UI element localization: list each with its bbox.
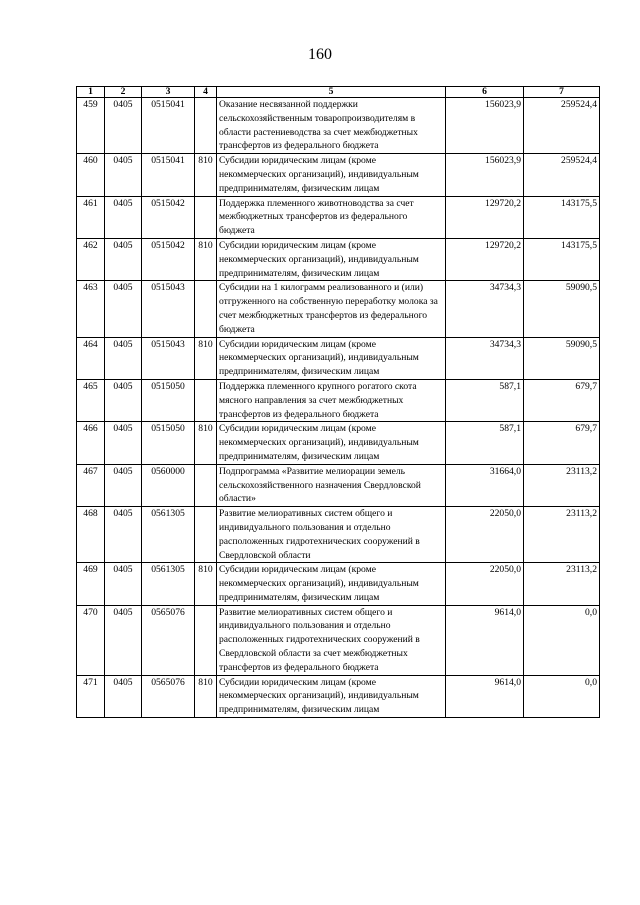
amount-col-6-cell: 34734,3 [446,281,524,337]
expense-type-cell: 810 [195,337,217,379]
expense-type-cell: 810 [195,675,217,717]
amount-col-7-cell: 679,7 [524,422,600,464]
section-code-cell: 0405 [105,422,142,464]
amount-col-6-cell: 9614,0 [446,605,524,675]
target-code-cell: 0515041 [142,98,195,154]
budget-table [76,86,600,718]
target-code-cell: 0565076 [142,675,195,717]
header-col-7: 7 [524,87,600,98]
section-code-cell: 0405 [105,337,142,379]
header-col-1: 1 [77,87,105,98]
description-cell: Субсидии юридическим лицам (кроме некоммерческих организаций), индивидуальным предпринимателям, физическим лицам [217,337,446,379]
expense-type-cell [195,379,217,421]
row-number-cell: 460 [77,154,105,196]
table-row [77,196,600,238]
description-cell: Оказание несвязанной поддержки сельскохозяйственным товаропроизводителям в области растениеводства за счет межбюджетных трансфертов из федерального бюджета [217,98,446,154]
row-number-cell: 470 [77,605,105,675]
expense-type-cell: 810 [195,422,217,464]
target-code-cell: 0515042 [142,196,195,238]
section-code-cell: 0405 [105,605,142,675]
section-code-cell: 0405 [105,563,142,605]
expense-type-cell [195,605,217,675]
section-code-cell: 0405 [105,281,142,337]
amount-col-7-cell: 23113,2 [524,563,600,605]
amount-col-6-cell: 34734,3 [446,337,524,379]
expense-type-cell: 810 [195,238,217,280]
amount-col-7-cell: 259524,4 [524,98,600,154]
expense-type-cell [195,281,217,337]
target-code-cell: 0561305 [142,563,195,605]
expense-type-cell: 810 [195,563,217,605]
amount-col-7-cell: 59090,5 [524,337,600,379]
target-code-cell: 0515043 [142,337,195,379]
row-number-cell: 466 [77,422,105,464]
table-row [77,238,600,280]
section-code-cell: 0405 [105,238,142,280]
row-number-cell: 465 [77,379,105,421]
table-row [77,605,600,675]
header-col-4: 4 [195,87,217,98]
description-cell: Субсидии на 1 килограмм реализованного и (или) отгруженного на собственную переработку молока за счет межбюджетных трансфертов из федерального бюджета [217,281,446,337]
table-row [77,98,600,154]
table-row [77,379,600,421]
description-cell: Субсидии юридическим лицам (кроме некоммерческих организаций), индивидуальным предпринимателям, физическим лицам [217,563,446,605]
row-number-cell: 467 [77,464,105,506]
target-code-cell: 0565076 [142,605,195,675]
expense-type-cell: 810 [195,154,217,196]
target-code-cell: 0560000 [142,464,195,506]
amount-col-6-cell: 156023,9 [446,98,524,154]
amount-col-7-cell: 23113,2 [524,464,600,506]
amount-col-7-cell: 0,0 [524,675,600,717]
description-cell: Поддержка племенного крупного рогатого скота мясного направления за счет межбюджетных трансфертов из федерального бюджета [217,379,446,421]
table-row [77,675,600,717]
table-row [77,422,600,464]
expense-type-cell [195,507,217,563]
amount-col-6-cell: 156023,9 [446,154,524,196]
header-col-5: 5 [217,87,446,98]
amount-col-7-cell: 0,0 [524,605,600,675]
table-row [77,464,600,506]
target-code-cell: 0515041 [142,154,195,196]
row-number-cell: 461 [77,196,105,238]
amount-col-6-cell: 22050,0 [446,563,524,605]
section-code-cell: 0405 [105,675,142,717]
section-code-cell: 0405 [105,196,142,238]
row-number-cell: 459 [77,98,105,154]
row-number-cell: 468 [77,507,105,563]
expense-type-cell [195,98,217,154]
table-row [77,281,600,337]
expense-type-cell [195,196,217,238]
section-code-cell: 0405 [105,154,142,196]
section-code-cell: 0405 [105,98,142,154]
description-cell: Развитие мелиоративных систем общего и индивидуального пользования и отдельно расположенных гидротехнических сооружений в Свердловской области за счет межбюджетных трансфертов из федерального бюджета [217,605,446,675]
target-code-cell: 0561305 [142,507,195,563]
row-number-cell: 469 [77,563,105,605]
table-body [77,98,600,718]
description-cell: Субсидии юридическим лицам (кроме некоммерческих организаций), индивидуальным предпринимателям, физическим лицам [217,675,446,717]
table-row [77,337,600,379]
row-number-cell: 463 [77,281,105,337]
row-number-cell: 464 [77,337,105,379]
description-cell: Развитие мелиоративных систем общего и индивидуального пользования и отдельно расположенных гидротехнических сооружений в Свердловской области [217,507,446,563]
row-number-cell: 462 [77,238,105,280]
header-row [77,87,600,98]
table-row [77,563,600,605]
amount-col-7-cell: 679,7 [524,379,600,421]
description-cell: Субсидии юридическим лицам (кроме некоммерческих организаций), индивидуальным предпринимателям, физическим лицам [217,154,446,196]
amount-col-7-cell: 143175,5 [524,238,600,280]
description-cell: Поддержка племенного животноводства за счет межбюджетных трансфертов из федерального бюджета [217,196,446,238]
section-code-cell: 0405 [105,507,142,563]
header-col-6: 6 [446,87,524,98]
row-number-cell: 471 [77,675,105,717]
description-cell: Подпрограмма «Развитие мелиорации земель сельскохозяйственного назначения Свердловской области» [217,464,446,506]
amount-col-6-cell: 129720,2 [446,238,524,280]
description-cell: Субсидии юридическим лицам (кроме некоммерческих организаций), индивидуальным предпринимателям, физическим лицам [217,238,446,280]
page-number: 160 [308,46,332,63]
header-col-3: 3 [142,87,195,98]
amount-col-7-cell: 143175,5 [524,196,600,238]
amount-col-6-cell: 22050,0 [446,507,524,563]
description-cell: Субсидии юридическим лицам (кроме некоммерческих организаций), индивидуальным предпринимателям, физическим лицам [217,422,446,464]
amount-col-6-cell: 587,1 [446,422,524,464]
amount-col-6-cell: 9614,0 [446,675,524,717]
table-header [77,87,600,98]
expense-type-cell [195,464,217,506]
section-code-cell: 0405 [105,464,142,506]
target-code-cell: 0515043 [142,281,195,337]
amount-col-7-cell: 59090,5 [524,281,600,337]
section-code-cell: 0405 [105,379,142,421]
target-code-cell: 0515042 [142,238,195,280]
header-col-2: 2 [105,87,142,98]
target-code-cell: 0515050 [142,422,195,464]
target-code-cell: 0515050 [142,379,195,421]
amount-col-6-cell: 587,1 [446,379,524,421]
table-row [77,507,600,563]
amount-col-6-cell: 31664,0 [446,464,524,506]
table-row [77,154,600,196]
amount-col-7-cell: 259524,4 [524,154,600,196]
amount-col-6-cell: 129720,2 [446,196,524,238]
amount-col-7-cell: 23113,2 [524,507,600,563]
